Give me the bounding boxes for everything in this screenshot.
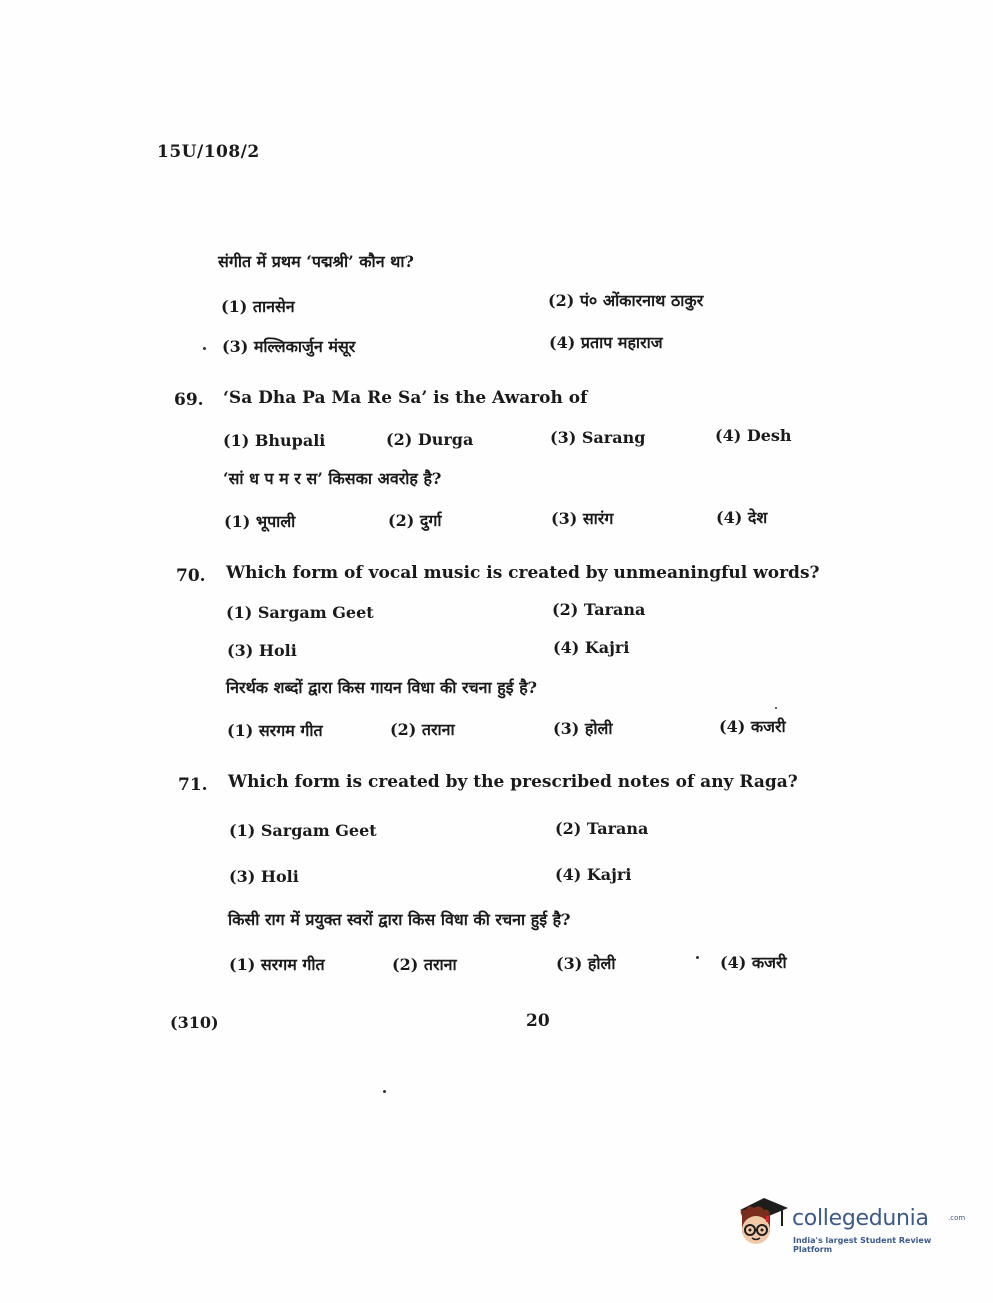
- q70-option-2-hi: (2) तराना: [390, 720, 455, 739]
- brand-tagline: India's largest Student Review Platform: [793, 1236, 932, 1254]
- q68-option-4: (4) प्रताप महाराज: [549, 333, 663, 352]
- q71-option-4-en: (4) Kajri: [555, 865, 632, 884]
- q71-hindi-text: किसी राग में प्रयुक्त स्वरों द्वारा किस विधा की रचना हुई है?: [228, 910, 571, 929]
- q69-option-3-hi: (3) सारंग: [551, 509, 614, 528]
- q69-option-2-hi: (2) दुर्गा: [388, 511, 442, 530]
- q70-option-4-en: (4) Kajri: [553, 638, 630, 657]
- q70-option-4-hi: (4) कजरी: [719, 717, 786, 736]
- scan-speck: [383, 1090, 386, 1093]
- q68-option-1: (1) तानसेन: [221, 297, 295, 316]
- page-number: 20: [526, 1011, 550, 1031]
- footer-code: (310): [170, 1013, 219, 1032]
- q69-option-3-en: (3) Sarang: [550, 428, 646, 447]
- q71-option-1-en: (1) Sargam Geet: [229, 821, 377, 840]
- q71-number: 71.: [178, 775, 208, 795]
- q69-number: 69.: [174, 390, 204, 410]
- q68-option-2: (2) पं० ओंकारनाथ ठाकुर: [548, 291, 704, 310]
- q68-option-3: (3) मल्लिकार्जुन मंसूर: [222, 337, 356, 356]
- q69-option-4-hi: (4) देश: [716, 508, 768, 527]
- q71-option-2-hi: (2) तराना: [392, 955, 457, 974]
- q70-english-text: Which form of vocal music is created by unmeaningful words?: [226, 563, 820, 583]
- mascot-icon: [730, 1196, 788, 1254]
- q70-option-3-en: (3) Holi: [227, 641, 297, 660]
- q71-option-1-hi: (1) सरगम गीत: [229, 955, 325, 974]
- q71-option-4-hi: (4) कजरी: [720, 953, 787, 972]
- q69-option-1-en: (1) Bhupali: [223, 431, 326, 450]
- q71-option-3-hi: (3) होली: [556, 954, 616, 973]
- q69-hindi-text: ‘सां ध प म र स’ किसका अवरोह है?: [223, 469, 442, 488]
- q69-english-text: ‘Sa Dha Pa Ma Re Sa’ is the Awaroh of: [223, 388, 588, 408]
- q70-option-2-en: (2) Tarana: [552, 600, 646, 619]
- q70-option-3-hi: (3) होली: [553, 719, 613, 738]
- q71-option-3-en: (3) Holi: [229, 867, 299, 886]
- q70-option-1-hi: (1) सरगम गीत: [227, 721, 323, 740]
- collegedunia-logo: [730, 1196, 970, 1256]
- paper-code: 15U/108/2: [157, 142, 260, 162]
- q69-option-2-en: (2) Durga: [386, 430, 474, 449]
- q71-option-2-en: (2) Tarana: [555, 819, 649, 838]
- q71-english-text: Which form is created by the prescribed notes of any Raga?: [228, 772, 798, 792]
- q69-option-1-hi: (1) भूपाली: [224, 512, 296, 531]
- q70-option-1-en: (1) Sargam Geet: [226, 603, 374, 622]
- brand-name: collegedunia: [792, 1206, 929, 1231]
- scan-speck: [203, 347, 206, 350]
- brand-dotcom: .com: [948, 1214, 966, 1222]
- q68-hindi-text: संगीत में प्रथम ‘पद्मश्री’ कौन था?: [218, 252, 414, 271]
- q70-number: 70.: [176, 566, 206, 586]
- scan-speck: [696, 956, 699, 959]
- q70-hindi-text: निरर्थक शब्दों द्वारा किस गायन विधा की रचना हुई है?: [226, 678, 538, 697]
- q69-option-4-en: (4) Desh: [715, 426, 792, 445]
- scan-speck: [775, 707, 777, 709]
